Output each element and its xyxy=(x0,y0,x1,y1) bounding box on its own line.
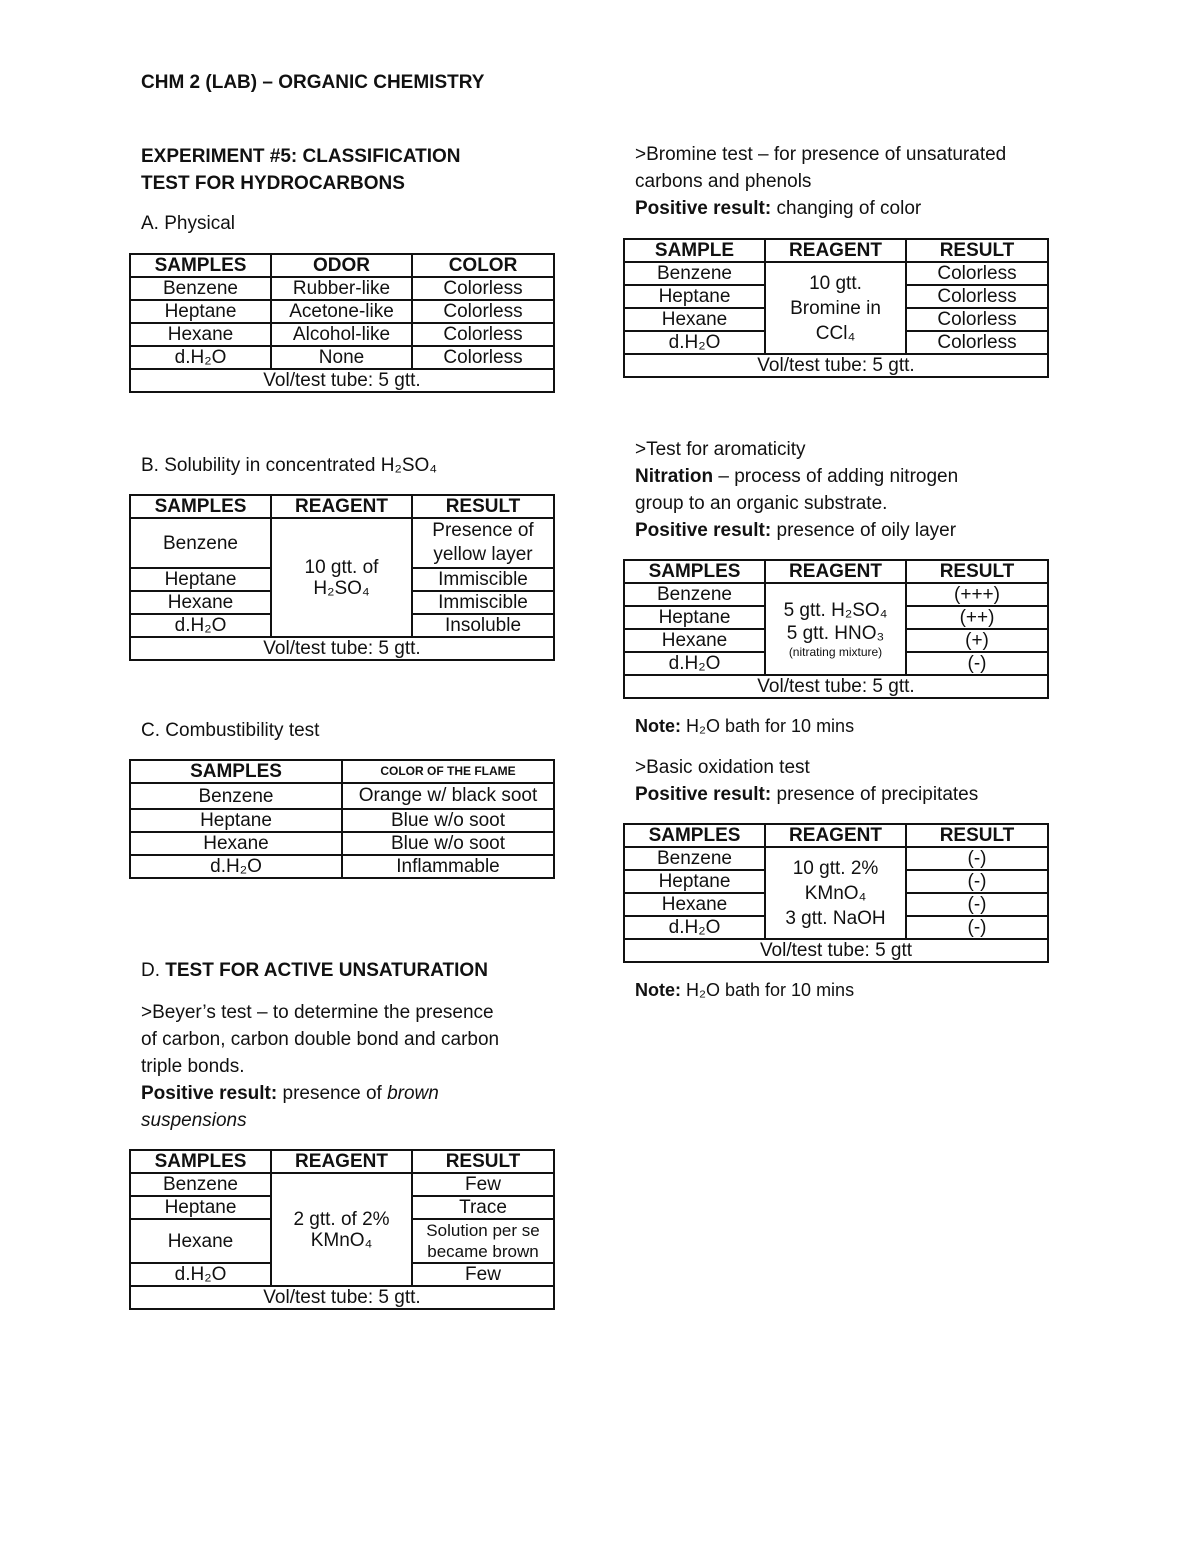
positive-italic: brown xyxy=(387,1083,439,1104)
header-samples: SAMPLES xyxy=(624,560,765,583)
header-result: RESULT xyxy=(906,239,1048,262)
cell: Colorless xyxy=(906,262,1048,285)
aromaticity-table xyxy=(623,559,1049,699)
positive-text: presence of precipitates xyxy=(776,784,979,805)
oxidation-description xyxy=(635,754,978,808)
experiment-title xyxy=(141,143,461,197)
table-row xyxy=(130,809,554,832)
header-flame-color: COLOR OF THE FLAME xyxy=(342,760,554,783)
positive-label: Positive result: xyxy=(635,520,772,541)
positive-italic-2: suspensions xyxy=(141,1110,247,1131)
bromine-description xyxy=(635,141,1006,222)
cell: Heptane xyxy=(130,568,271,591)
reagent-line2: KMnO₄ xyxy=(310,1229,373,1251)
beyer-line2: of carbon, carbon double bond and carbon xyxy=(141,1029,500,1050)
reagent-line3: 3 gtt. NaOH xyxy=(785,907,886,929)
beyer-line3: triple bonds. xyxy=(141,1056,245,1077)
beyer-line1: >Beyer’s test – to determine the presence xyxy=(141,1002,494,1023)
table-row xyxy=(130,1173,554,1196)
section-d-prefix: D. xyxy=(141,960,166,981)
aromaticity-note xyxy=(635,713,854,740)
table-footer-row xyxy=(624,939,1048,962)
reagent-line3: CCl₄ xyxy=(815,322,856,344)
positive-label: Positive result: xyxy=(141,1083,278,1104)
table-header-row xyxy=(130,760,554,783)
table-row xyxy=(130,346,554,369)
cell: d.H₂O xyxy=(130,614,271,637)
header-samples: SAMPLES xyxy=(130,495,271,518)
header-result: RESULT xyxy=(412,495,554,518)
header-samples: SAMPLES xyxy=(130,1150,271,1173)
header-reagent: REAGENT xyxy=(765,239,906,262)
cell: Immiscible xyxy=(412,591,554,614)
physical-table xyxy=(129,253,555,393)
aromaticity-description xyxy=(635,436,958,544)
bromine-positive-result xyxy=(635,195,1006,222)
cell: Hexane xyxy=(130,1219,271,1263)
cell: Alcohol-like xyxy=(271,323,412,346)
table-header-row xyxy=(130,495,554,518)
header-sample: SAMPLE xyxy=(624,239,765,262)
cell: Presence of yellow layer xyxy=(412,518,554,568)
oxidation-note xyxy=(635,977,854,1004)
reagent-line2: H₂SO₄ xyxy=(313,577,370,599)
cell: None xyxy=(271,346,412,369)
header-result: RESULT xyxy=(412,1150,554,1173)
cell: Trace xyxy=(412,1196,554,1219)
table-row xyxy=(130,855,554,878)
cell: Blue w/o soot xyxy=(342,809,554,832)
cell: Colorless xyxy=(906,308,1048,331)
note-text: H₂O bath for 10 mins xyxy=(686,980,855,1000)
table-row xyxy=(130,300,554,323)
reagent-line1: 10 gtt. xyxy=(809,272,862,294)
table-header-row xyxy=(624,824,1048,847)
cell: Hexane xyxy=(624,308,765,331)
reagent-line1: 5 gtt. H₂SO₄ xyxy=(783,600,888,621)
note-text: H₂O bath for 10 mins xyxy=(686,716,855,736)
cell: Solution per se became brown xyxy=(412,1219,554,1263)
header-samples: SAMPLES xyxy=(130,760,342,783)
solubility-table xyxy=(129,494,555,661)
cell: Hexane xyxy=(624,893,765,916)
combustibility-table xyxy=(129,759,555,879)
cell: Rubber-like xyxy=(271,277,412,300)
cell: (-) xyxy=(906,652,1048,675)
header-samples: SAMPLES xyxy=(624,824,765,847)
section-d-title xyxy=(141,957,488,984)
reagent-line1: 10 gtt. of xyxy=(304,556,379,578)
cell: (-) xyxy=(906,870,1048,893)
reagent-cell xyxy=(765,847,906,939)
oxidation-line1: >Basic oxidation test xyxy=(635,757,810,778)
reagent-line3: (nitrating mixture) xyxy=(788,645,883,659)
table-row xyxy=(130,323,554,346)
reagent-cell xyxy=(765,583,906,675)
cell: Heptane xyxy=(624,285,765,308)
reagent-line1: 2 gtt. of 2% xyxy=(293,1208,390,1230)
table-footer: Vol/test tube: 5 gtt. xyxy=(130,1286,554,1309)
table-footer: Vol/test tube: 5 gtt. xyxy=(130,369,554,392)
cell: Few xyxy=(412,1173,554,1196)
cell: Heptane xyxy=(130,1196,271,1219)
table-footer-row xyxy=(130,637,554,660)
beyer-table xyxy=(129,1149,555,1310)
table-row xyxy=(624,583,1048,606)
table-header-row xyxy=(624,560,1048,583)
cell: Benzene xyxy=(130,783,342,809)
cell: Heptane xyxy=(624,870,765,893)
table-footer-row xyxy=(130,1286,554,1309)
header-reagent: REAGENT xyxy=(765,560,906,583)
positive-text: changing of color xyxy=(776,198,922,219)
table-row xyxy=(130,518,554,568)
table-footer: Vol/test tube: 5 gtt xyxy=(624,939,1048,962)
header-reagent: REAGENT xyxy=(271,495,412,518)
table-footer: Vol/test tube: 5 gtt. xyxy=(130,637,554,660)
cell: Benzene xyxy=(624,847,765,870)
cell: d.H₂O xyxy=(130,346,271,369)
positive-text: presence of oily layer xyxy=(776,520,957,541)
header-reagent: REAGENT xyxy=(765,824,906,847)
table-row xyxy=(624,262,1048,285)
table-header-row xyxy=(624,239,1048,262)
nitration-text: – process of adding nitrogen xyxy=(713,466,959,487)
cell: Hexane xyxy=(624,629,765,652)
header-reagent: REAGENT xyxy=(271,1150,412,1173)
table-footer: Vol/test tube: 5 gtt. xyxy=(624,354,1048,377)
reagent-line2: 5 gtt. HNO₃ xyxy=(786,623,885,644)
table-header-row xyxy=(130,254,554,277)
header-result: RESULT xyxy=(906,824,1048,847)
cell: Colorless xyxy=(906,331,1048,354)
oxidation-table xyxy=(623,823,1049,963)
cell: (+++) xyxy=(906,583,1048,606)
aromaticity-line1: >Test for aromaticity xyxy=(635,439,806,460)
cell: Hexane xyxy=(130,832,342,855)
table-row xyxy=(130,832,554,855)
header-result: RESULT xyxy=(906,560,1048,583)
cell: Few xyxy=(412,1263,554,1286)
cell: Colorless xyxy=(412,346,554,369)
reagent-line1: 10 gtt. 2% xyxy=(792,857,879,879)
cell: Benzene xyxy=(624,262,765,285)
reagent-cell xyxy=(271,1173,412,1286)
positive-label: Positive result: xyxy=(635,784,772,805)
cell: d.H₂O xyxy=(624,652,765,675)
table-row xyxy=(130,277,554,300)
header-samples: SAMPLES xyxy=(130,254,271,277)
table-footer: Vol/test tube: 5 gtt. xyxy=(624,675,1048,698)
experiment-title-line1: EXPERIMENT #5: CLASSIFICATION xyxy=(141,146,461,167)
cell: (-) xyxy=(906,847,1048,870)
cell: (++) xyxy=(906,606,1048,629)
note-label: Note: xyxy=(635,716,681,736)
cell: Hexane xyxy=(130,591,271,614)
beyer-positive-result xyxy=(141,1080,499,1107)
cell: Blue w/o soot xyxy=(342,832,554,855)
cell: Immiscible xyxy=(412,568,554,591)
cell: Benzene xyxy=(130,518,271,568)
experiment-title-line2: TEST FOR HYDROCARBONS xyxy=(141,173,405,194)
oxidation-positive-result xyxy=(635,781,978,808)
table-footer-row xyxy=(624,675,1048,698)
cell: Colorless xyxy=(906,285,1048,308)
cell: Benzene xyxy=(130,277,271,300)
section-b-title: B. Solubility in concentrated H₂SO₄ xyxy=(141,455,438,476)
table-row xyxy=(130,783,554,809)
document-header: CHM 2 (LAB) – ORGANIC CHEMISTRY xyxy=(141,72,485,93)
cell: Colorless xyxy=(412,300,554,323)
reagent-line2: Bromine in xyxy=(790,297,881,319)
bromine-line2: carbons and phenols xyxy=(635,171,812,192)
reagent-cell xyxy=(271,518,412,637)
beyer-description xyxy=(141,999,499,1134)
nitration-line xyxy=(635,463,958,490)
section-d-heading: TEST FOR ACTIVE UNSATURATION xyxy=(165,960,488,981)
reagent-cell xyxy=(765,262,906,354)
note-label: Note: xyxy=(635,980,681,1000)
bromine-line1: >Bromine test – for presence of unsaturated xyxy=(635,144,1007,165)
reagent-line2: KMnO₄ xyxy=(804,882,867,904)
header-odor: ODOR xyxy=(271,254,412,277)
cell: Inflammable xyxy=(342,855,554,878)
cell: Heptane xyxy=(624,606,765,629)
cell: Colorless xyxy=(412,277,554,300)
cell: Acetone-like xyxy=(271,300,412,323)
cell: Orange w/ black soot xyxy=(342,783,554,809)
cell: d.H₂O xyxy=(624,916,765,939)
nitration-label: Nitration xyxy=(635,466,714,487)
table-footer-row xyxy=(624,354,1048,377)
cell: (-) xyxy=(906,916,1048,939)
cell: d.H₂O xyxy=(624,331,765,354)
header-color: COLOR xyxy=(412,254,554,277)
table-row xyxy=(624,847,1048,870)
cell: Insoluble xyxy=(412,614,554,637)
aromaticity-positive-result xyxy=(635,517,958,544)
cell: Heptane xyxy=(130,809,342,832)
bromine-table xyxy=(623,238,1049,378)
section-c-title: C. Combustibility test xyxy=(141,720,320,741)
cell: d.H₂O xyxy=(130,855,342,878)
cell: Colorless xyxy=(412,323,554,346)
table-header-row xyxy=(130,1150,554,1173)
positive-text: presence of xyxy=(282,1083,382,1104)
aromaticity-line3: group to an organic substrate. xyxy=(635,493,888,514)
positive-label: Positive result: xyxy=(635,198,772,219)
cell: Hexane xyxy=(130,323,271,346)
cell: (+) xyxy=(906,629,1048,652)
cell: (-) xyxy=(906,893,1048,916)
cell: Benzene xyxy=(624,583,765,606)
table-footer-row xyxy=(130,369,554,392)
cell: d.H₂O xyxy=(130,1263,271,1286)
cell: Benzene xyxy=(130,1173,271,1196)
cell: Heptane xyxy=(130,300,271,323)
section-a-title: A. Physical xyxy=(141,213,235,234)
